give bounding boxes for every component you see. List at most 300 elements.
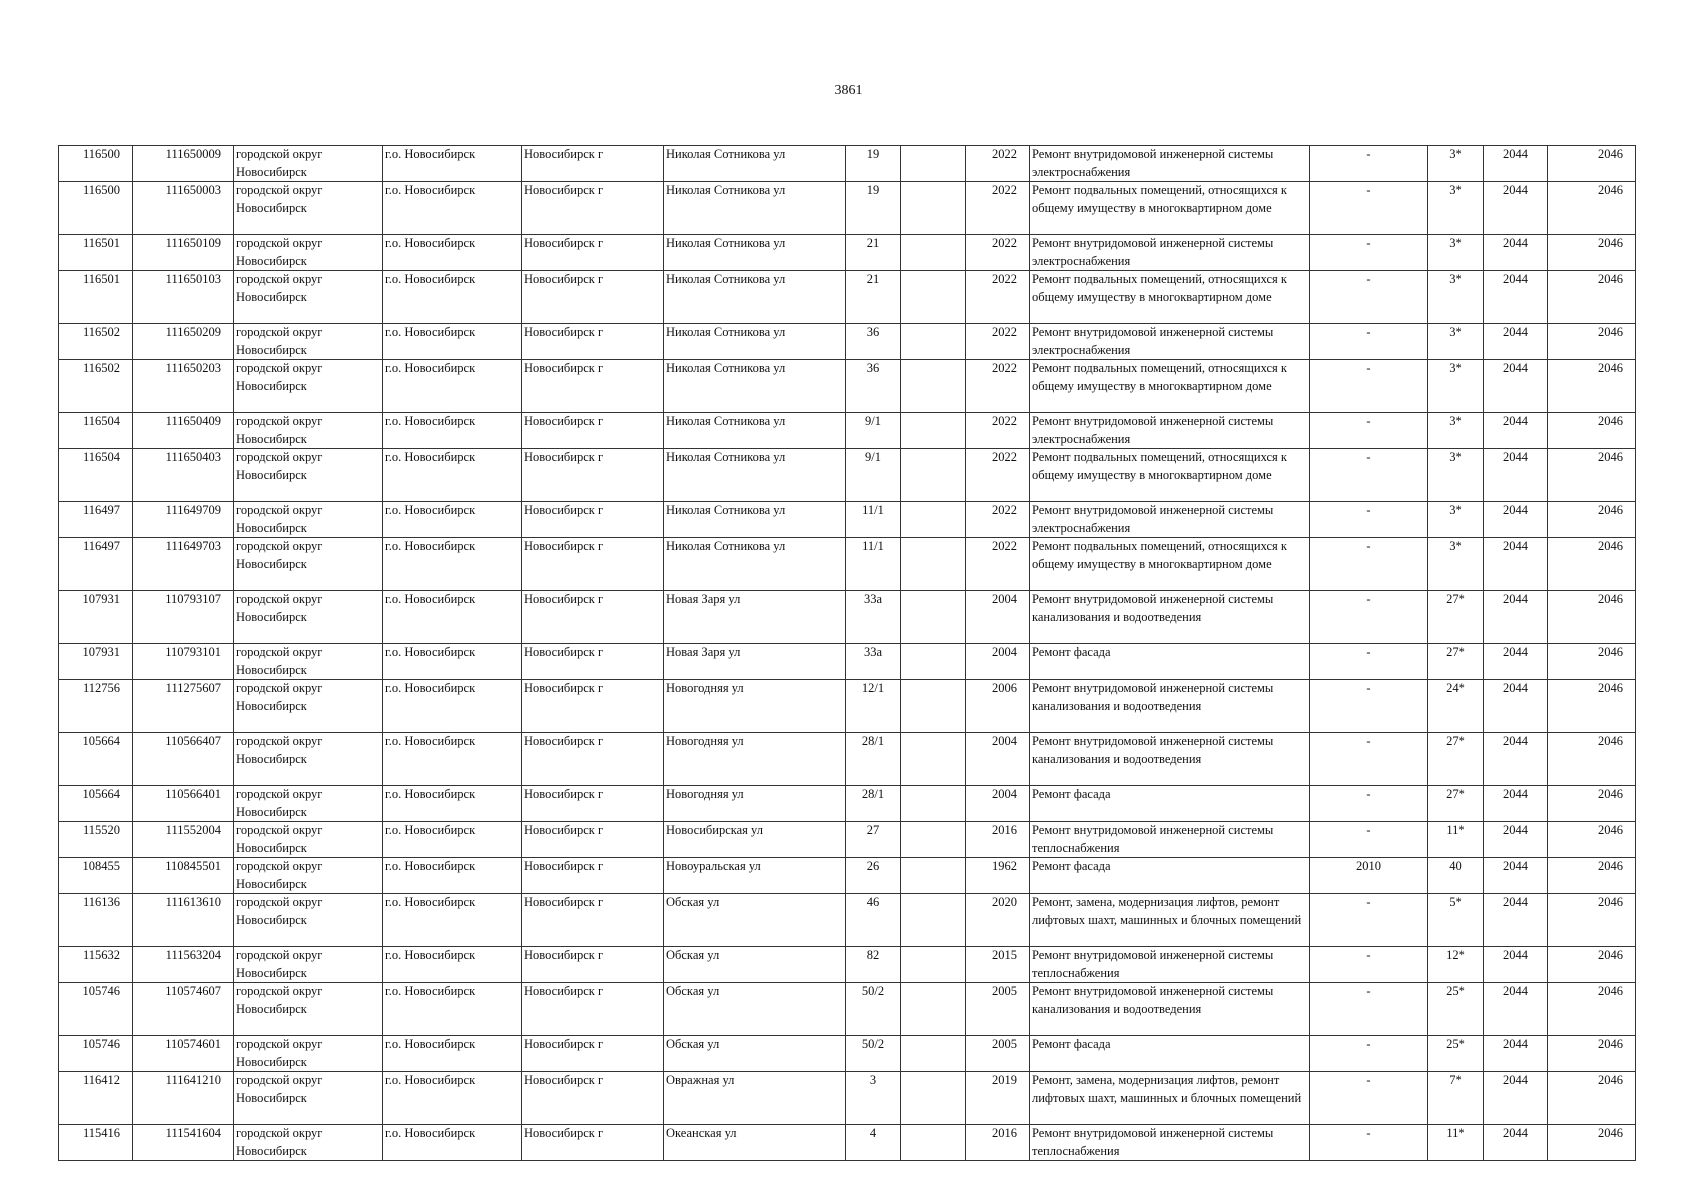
year-built-cell: 2016 bbox=[966, 822, 1030, 858]
settlement-cell: Новосибирск г bbox=[522, 449, 664, 502]
municipality-cell: городской округ Новосибирск bbox=[234, 894, 383, 947]
plan-start-cell: 2044 bbox=[1484, 644, 1548, 680]
municipality-cell: городской округ Новосибирск bbox=[234, 235, 383, 271]
municipality-cell: городской округ Новосибирск bbox=[234, 146, 383, 182]
house-id-cell: 107931 bbox=[59, 644, 133, 680]
work-id-cell: 111649709 bbox=[133, 502, 234, 538]
building-cell bbox=[901, 360, 966, 413]
street-cell: Новогодняя ул bbox=[664, 733, 846, 786]
wear-cell: 11* bbox=[1428, 1125, 1484, 1161]
municipality-cell: городской округ Новосибирск bbox=[234, 1072, 383, 1125]
wear-cell: 12* bbox=[1428, 947, 1484, 983]
plan-start-cell: 2044 bbox=[1484, 786, 1548, 822]
last-repair-year-cell: - bbox=[1310, 449, 1428, 502]
house-id-cell: 116497 bbox=[59, 538, 133, 591]
work-id-cell: 111650409 bbox=[133, 413, 234, 449]
district-cell: г.о. Новосибирск bbox=[383, 360, 522, 413]
settlement-cell: Новосибирск г bbox=[522, 235, 664, 271]
building-cell bbox=[901, 822, 966, 858]
plan-start-cell: 2044 bbox=[1484, 733, 1548, 786]
district-cell: г.о. Новосибирск bbox=[383, 146, 522, 182]
year-built-cell: 2019 bbox=[966, 1072, 1030, 1125]
work-id-cell: 111650009 bbox=[133, 146, 234, 182]
house-number-cell: 50/2 bbox=[846, 983, 901, 1036]
work-type-cell: Ремонт внутридомовой инженерной системы канализования и водоотведения bbox=[1030, 983, 1310, 1036]
year-built-cell: 2022 bbox=[966, 538, 1030, 591]
year-built-cell: 2004 bbox=[966, 644, 1030, 680]
year-built-cell: 2006 bbox=[966, 680, 1030, 733]
house-number-cell: 19 bbox=[846, 182, 901, 235]
house-number-cell: 33а bbox=[846, 644, 901, 680]
district-cell: г.о. Новосибирск bbox=[383, 1125, 522, 1161]
settlement-cell: Новосибирск г bbox=[522, 538, 664, 591]
street-cell: Николая Сотникова ул bbox=[664, 146, 846, 182]
plan-end-cell: 2046 bbox=[1548, 733, 1636, 786]
street-cell: Николая Сотникова ул bbox=[664, 235, 846, 271]
district-cell: г.о. Новосибирск bbox=[383, 502, 522, 538]
year-built-cell: 2022 bbox=[966, 413, 1030, 449]
house-id-cell: 105664 bbox=[59, 786, 133, 822]
work-type-cell: Ремонт внутридомовой инженерной системы теплоснабжения bbox=[1030, 1125, 1310, 1161]
district-cell: г.о. Новосибирск bbox=[383, 947, 522, 983]
year-built-cell: 2022 bbox=[966, 235, 1030, 271]
last-repair-year-cell: - bbox=[1310, 947, 1428, 983]
street-cell: Николая Сотникова ул bbox=[664, 413, 846, 449]
table-row bbox=[59, 733, 1636, 786]
house-id-cell: 116502 bbox=[59, 324, 133, 360]
plan-end-cell: 2046 bbox=[1548, 271, 1636, 324]
settlement-cell: Новосибирск г bbox=[522, 822, 664, 858]
street-cell: Океанская ул bbox=[664, 1125, 846, 1161]
settlement-cell: Новосибирск г bbox=[522, 1125, 664, 1161]
building-cell bbox=[901, 538, 966, 591]
municipality-cell: городской округ Новосибирск bbox=[234, 858, 383, 894]
table-row bbox=[59, 324, 1636, 360]
house-number-cell: 19 bbox=[846, 146, 901, 182]
building-cell bbox=[901, 324, 966, 360]
last-repair-year-cell: - bbox=[1310, 360, 1428, 413]
plan-end-cell: 2046 bbox=[1548, 858, 1636, 894]
year-built-cell: 1962 bbox=[966, 858, 1030, 894]
year-built-cell: 2022 bbox=[966, 502, 1030, 538]
table-row bbox=[59, 182, 1636, 235]
wear-cell: 3* bbox=[1428, 413, 1484, 449]
plan-start-cell: 2044 bbox=[1484, 146, 1548, 182]
wear-cell: 24* bbox=[1428, 680, 1484, 733]
house-id-cell: 115632 bbox=[59, 947, 133, 983]
house-number-cell: 9/1 bbox=[846, 449, 901, 502]
settlement-cell: Новосибирск г bbox=[522, 894, 664, 947]
house-number-cell: 27 bbox=[846, 822, 901, 858]
last-repair-year-cell: - bbox=[1310, 1125, 1428, 1161]
municipality-cell: городской округ Новосибирск bbox=[234, 733, 383, 786]
work-id-cell: 110574601 bbox=[133, 1036, 234, 1072]
plan-start-cell: 2044 bbox=[1484, 413, 1548, 449]
work-id-cell: 111650109 bbox=[133, 235, 234, 271]
work-type-cell: Ремонт внутридомовой инженерной системы канализования и водоотведения bbox=[1030, 733, 1310, 786]
wear-cell: 3* bbox=[1428, 502, 1484, 538]
work-id-cell: 111650003 bbox=[133, 182, 234, 235]
house-number-cell: 28/1 bbox=[846, 733, 901, 786]
plan-end-cell: 2046 bbox=[1548, 983, 1636, 1036]
plan-end-cell: 2046 bbox=[1548, 1072, 1636, 1125]
year-built-cell: 2016 bbox=[966, 1125, 1030, 1161]
house-id-cell: 105746 bbox=[59, 1036, 133, 1072]
year-built-cell: 2022 bbox=[966, 271, 1030, 324]
building-cell bbox=[901, 591, 966, 644]
plan-start-cell: 2044 bbox=[1484, 360, 1548, 413]
capital-repair-table bbox=[58, 145, 1636, 1161]
work-id-cell: 111650209 bbox=[133, 324, 234, 360]
plan-end-cell: 2046 bbox=[1548, 538, 1636, 591]
plan-start-cell: 2044 bbox=[1484, 1125, 1548, 1161]
building-cell bbox=[901, 680, 966, 733]
plan-end-cell: 2046 bbox=[1548, 786, 1636, 822]
wear-cell: 3* bbox=[1428, 146, 1484, 182]
plan-end-cell: 2046 bbox=[1548, 502, 1636, 538]
district-cell: г.о. Новосибирск bbox=[383, 324, 522, 360]
settlement-cell: Новосибирск г bbox=[522, 733, 664, 786]
work-type-cell: Ремонт внутридомовой инженерной системы электроснабжения bbox=[1030, 413, 1310, 449]
plan-start-cell: 2044 bbox=[1484, 324, 1548, 360]
last-repair-year-cell: - bbox=[1310, 786, 1428, 822]
work-id-cell: 110793107 bbox=[133, 591, 234, 644]
street-cell: Обская ул bbox=[664, 1036, 846, 1072]
last-repair-year-cell: - bbox=[1310, 894, 1428, 947]
settlement-cell: Новосибирск г bbox=[522, 591, 664, 644]
district-cell: г.о. Новосибирск bbox=[383, 591, 522, 644]
building-cell bbox=[901, 146, 966, 182]
table-row bbox=[59, 591, 1636, 644]
work-type-cell: Ремонт подвальных помещений, относящихся к общему имуществу в многоквартирном доме bbox=[1030, 271, 1310, 324]
table-row bbox=[59, 644, 1636, 680]
table-row bbox=[59, 413, 1636, 449]
wear-cell: 7* bbox=[1428, 1072, 1484, 1125]
table-row bbox=[59, 1072, 1636, 1125]
plan-end-cell: 2046 bbox=[1548, 413, 1636, 449]
last-repair-year-cell: - bbox=[1310, 271, 1428, 324]
municipality-cell: городской округ Новосибирск bbox=[234, 947, 383, 983]
last-repair-year-cell: - bbox=[1310, 502, 1428, 538]
street-cell: Николая Сотникова ул bbox=[664, 360, 846, 413]
table-row bbox=[59, 680, 1636, 733]
work-type-cell: Ремонт подвальных помещений, относящихся к общему имуществу в многоквартирном доме bbox=[1030, 538, 1310, 591]
district-cell: г.о. Новосибирск bbox=[383, 1036, 522, 1072]
wear-cell: 3* bbox=[1428, 360, 1484, 413]
building-cell bbox=[901, 644, 966, 680]
settlement-cell: Новосибирск г bbox=[522, 983, 664, 1036]
plan-end-cell: 2046 bbox=[1548, 449, 1636, 502]
house-id-cell: 116497 bbox=[59, 502, 133, 538]
house-number-cell: 26 bbox=[846, 858, 901, 894]
year-built-cell: 2022 bbox=[966, 146, 1030, 182]
building-cell bbox=[901, 449, 966, 502]
plan-start-cell: 2044 bbox=[1484, 983, 1548, 1036]
municipality-cell: городской округ Новосибирск bbox=[234, 413, 383, 449]
work-id-cell: 111641210 bbox=[133, 1072, 234, 1125]
house-number-cell: 12/1 bbox=[846, 680, 901, 733]
work-id-cell: 111650103 bbox=[133, 271, 234, 324]
work-type-cell: Ремонт внутридомовой инженерной системы электроснабжения bbox=[1030, 235, 1310, 271]
house-number-cell: 21 bbox=[846, 235, 901, 271]
house-number-cell: 9/1 bbox=[846, 413, 901, 449]
plan-end-cell: 2046 bbox=[1548, 1125, 1636, 1161]
street-cell: Николая Сотникова ул bbox=[664, 324, 846, 360]
plan-end-cell: 2046 bbox=[1548, 822, 1636, 858]
house-id-cell: 116504 bbox=[59, 449, 133, 502]
plan-start-cell: 2044 bbox=[1484, 591, 1548, 644]
municipality-cell: городской округ Новосибирск bbox=[234, 1125, 383, 1161]
last-repair-year-cell: - bbox=[1310, 1072, 1428, 1125]
work-type-cell: Ремонт внутридомовой инженерной системы канализования и водоотведения bbox=[1030, 680, 1310, 733]
plan-end-cell: 2046 bbox=[1548, 146, 1636, 182]
year-built-cell: 2022 bbox=[966, 449, 1030, 502]
work-type-cell: Ремонт фасада bbox=[1030, 786, 1310, 822]
last-repair-year-cell: - bbox=[1310, 983, 1428, 1036]
table-row bbox=[59, 786, 1636, 822]
work-id-cell: 111552004 bbox=[133, 822, 234, 858]
year-built-cell: 2004 bbox=[966, 786, 1030, 822]
building-cell bbox=[901, 1125, 966, 1161]
last-repair-year-cell: - bbox=[1310, 733, 1428, 786]
work-id-cell: 111650203 bbox=[133, 360, 234, 413]
street-cell: Новосибирская ул bbox=[664, 822, 846, 858]
year-built-cell: 2020 bbox=[966, 894, 1030, 947]
municipality-cell: городской округ Новосибирск bbox=[234, 360, 383, 413]
work-id-cell: 110793101 bbox=[133, 644, 234, 680]
plan-end-cell: 2046 bbox=[1548, 1036, 1636, 1072]
wear-cell: 3* bbox=[1428, 324, 1484, 360]
wear-cell: 27* bbox=[1428, 591, 1484, 644]
municipality-cell: городской округ Новосибирск bbox=[234, 822, 383, 858]
settlement-cell: Новосибирск г bbox=[522, 947, 664, 983]
plan-start-cell: 2044 bbox=[1484, 271, 1548, 324]
last-repair-year-cell: - bbox=[1310, 1036, 1428, 1072]
wear-cell: 3* bbox=[1428, 235, 1484, 271]
district-cell: г.о. Новосибирск bbox=[383, 858, 522, 894]
work-id-cell: 111541604 bbox=[133, 1125, 234, 1161]
street-cell: Новогодняя ул bbox=[664, 786, 846, 822]
last-repair-year-cell: 2010 bbox=[1310, 858, 1428, 894]
house-id-cell: 116412 bbox=[59, 1072, 133, 1125]
work-type-cell: Ремонт внутридомовой инженерной системы теплоснабжения bbox=[1030, 822, 1310, 858]
settlement-cell: Новосибирск г bbox=[522, 360, 664, 413]
street-cell: Обская ул bbox=[664, 983, 846, 1036]
wear-cell: 5* bbox=[1428, 894, 1484, 947]
wear-cell: 25* bbox=[1428, 1036, 1484, 1072]
settlement-cell: Новосибирск г bbox=[522, 1036, 664, 1072]
plan-start-cell: 2044 bbox=[1484, 449, 1548, 502]
street-cell: Николая Сотникова ул bbox=[664, 271, 846, 324]
plan-end-cell: 2046 bbox=[1548, 644, 1636, 680]
street-cell: Николая Сотникова ул bbox=[664, 502, 846, 538]
year-built-cell: 2022 bbox=[966, 360, 1030, 413]
work-type-cell: Ремонт фасада bbox=[1030, 644, 1310, 680]
district-cell: г.о. Новосибирск bbox=[383, 733, 522, 786]
district-cell: г.о. Новосибирск bbox=[383, 538, 522, 591]
district-cell: г.о. Новосибирск bbox=[383, 680, 522, 733]
building-cell bbox=[901, 786, 966, 822]
house-id-cell: 115416 bbox=[59, 1125, 133, 1161]
building-cell bbox=[901, 733, 966, 786]
settlement-cell: Новосибирск г bbox=[522, 680, 664, 733]
work-id-cell: 110574607 bbox=[133, 983, 234, 1036]
settlement-cell: Новосибирск г bbox=[522, 786, 664, 822]
building-cell bbox=[901, 413, 966, 449]
district-cell: г.о. Новосибирск bbox=[383, 271, 522, 324]
work-id-cell: 111650403 bbox=[133, 449, 234, 502]
last-repair-year-cell: - bbox=[1310, 538, 1428, 591]
wear-cell: 27* bbox=[1428, 644, 1484, 680]
table-row bbox=[59, 538, 1636, 591]
plan-end-cell: 2046 bbox=[1548, 235, 1636, 271]
table-row bbox=[59, 894, 1636, 947]
work-type-cell: Ремонт подвальных помещений, относящихся к общему имуществу в многоквартирном доме bbox=[1030, 449, 1310, 502]
work-id-cell: 110845501 bbox=[133, 858, 234, 894]
year-built-cell: 2015 bbox=[966, 947, 1030, 983]
house-number-cell: 33а bbox=[846, 591, 901, 644]
building-cell bbox=[901, 983, 966, 1036]
table-row bbox=[59, 858, 1636, 894]
building-cell bbox=[901, 235, 966, 271]
house-id-cell: 105746 bbox=[59, 983, 133, 1036]
plan-start-cell: 2044 bbox=[1484, 822, 1548, 858]
house-number-cell: 46 bbox=[846, 894, 901, 947]
work-type-cell: Ремонт внутридомовой инженерной системы канализования и водоотведения bbox=[1030, 591, 1310, 644]
house-number-cell: 36 bbox=[846, 324, 901, 360]
plan-end-cell: 2046 bbox=[1548, 182, 1636, 235]
house-id-cell: 112756 bbox=[59, 680, 133, 733]
wear-cell: 3* bbox=[1428, 449, 1484, 502]
work-id-cell: 111275607 bbox=[133, 680, 234, 733]
house-number-cell: 4 bbox=[846, 1125, 901, 1161]
page-number: 3861 bbox=[834, 83, 863, 98]
plan-end-cell: 2046 bbox=[1548, 360, 1636, 413]
municipality-cell: городской округ Новосибирск bbox=[234, 324, 383, 360]
work-type-cell: Ремонт фасада bbox=[1030, 858, 1310, 894]
municipality-cell: городской округ Новосибирск bbox=[234, 1036, 383, 1072]
wear-cell: 11* bbox=[1428, 822, 1484, 858]
house-number-cell: 50/2 bbox=[846, 1036, 901, 1072]
house-id-cell: 115520 bbox=[59, 822, 133, 858]
plan-start-cell: 2044 bbox=[1484, 502, 1548, 538]
work-id-cell: 110566407 bbox=[133, 733, 234, 786]
street-cell: Новая Заря ул bbox=[664, 644, 846, 680]
district-cell: г.о. Новосибирск bbox=[383, 822, 522, 858]
district-cell: г.о. Новосибирск bbox=[383, 894, 522, 947]
last-repair-year-cell: - bbox=[1310, 146, 1428, 182]
settlement-cell: Новосибирск г bbox=[522, 413, 664, 449]
work-id-cell: 110566401 bbox=[133, 786, 234, 822]
street-cell: Новоуральская ул bbox=[664, 858, 846, 894]
plan-start-cell: 2044 bbox=[1484, 858, 1548, 894]
settlement-cell: Новосибирск г bbox=[522, 146, 664, 182]
district-cell: г.о. Новосибирск bbox=[383, 644, 522, 680]
municipality-cell: городской округ Новосибирск bbox=[234, 983, 383, 1036]
last-repair-year-cell: - bbox=[1310, 182, 1428, 235]
work-type-cell: Ремонт фасада bbox=[1030, 1036, 1310, 1072]
municipality-cell: городской округ Новосибирск bbox=[234, 591, 383, 644]
plan-start-cell: 2044 bbox=[1484, 182, 1548, 235]
house-number-cell: 11/1 bbox=[846, 502, 901, 538]
municipality-cell: городской округ Новосибирск bbox=[234, 786, 383, 822]
house-number-cell: 36 bbox=[846, 360, 901, 413]
street-cell: Николая Сотникова ул bbox=[664, 449, 846, 502]
wear-cell: 3* bbox=[1428, 182, 1484, 235]
last-repair-year-cell: - bbox=[1310, 235, 1428, 271]
house-number-cell: 21 bbox=[846, 271, 901, 324]
district-cell: г.о. Новосибирск bbox=[383, 182, 522, 235]
building-cell bbox=[901, 947, 966, 983]
district-cell: г.о. Новосибирск bbox=[383, 413, 522, 449]
work-id-cell: 111563204 bbox=[133, 947, 234, 983]
plan-start-cell: 2044 bbox=[1484, 235, 1548, 271]
last-repair-year-cell: - bbox=[1310, 822, 1428, 858]
settlement-cell: Новосибирск г bbox=[522, 324, 664, 360]
building-cell bbox=[901, 1036, 966, 1072]
work-type-cell: Ремонт внутридомовой инженерной системы электроснабжения bbox=[1030, 502, 1310, 538]
settlement-cell: Новосибирск г bbox=[522, 644, 664, 680]
municipality-cell: городской округ Новосибирск bbox=[234, 644, 383, 680]
work-type-cell: Ремонт подвальных помещений, относящихся к общему имуществу в многоквартирном доме bbox=[1030, 182, 1310, 235]
table-row bbox=[59, 449, 1636, 502]
last-repair-year-cell: - bbox=[1310, 324, 1428, 360]
work-type-cell: Ремонт внутридомовой инженерной системы электроснабжения bbox=[1030, 146, 1310, 182]
wear-cell: 25* bbox=[1428, 983, 1484, 1036]
plan-start-cell: 2044 bbox=[1484, 947, 1548, 983]
last-repair-year-cell: - bbox=[1310, 413, 1428, 449]
plan-start-cell: 2044 bbox=[1484, 680, 1548, 733]
table-row bbox=[59, 360, 1636, 413]
last-repair-year-cell: - bbox=[1310, 644, 1428, 680]
settlement-cell: Новосибирск г bbox=[522, 858, 664, 894]
street-cell: Овражная ул bbox=[664, 1072, 846, 1125]
wear-cell: 3* bbox=[1428, 538, 1484, 591]
table-row bbox=[59, 502, 1636, 538]
last-repair-year-cell: - bbox=[1310, 591, 1428, 644]
settlement-cell: Новосибирск г bbox=[522, 1072, 664, 1125]
plan-start-cell: 2044 bbox=[1484, 1072, 1548, 1125]
plan-end-cell: 2046 bbox=[1548, 324, 1636, 360]
last-repair-year-cell: - bbox=[1310, 680, 1428, 733]
building-cell bbox=[901, 894, 966, 947]
street-cell: Обская ул bbox=[664, 894, 846, 947]
work-type-cell: Ремонт подвальных помещений, относящихся к общему имуществу в многоквартирном доме bbox=[1030, 360, 1310, 413]
plan-end-cell: 2046 bbox=[1548, 894, 1636, 947]
work-type-cell: Ремонт внутридомовой инженерной системы электроснабжения bbox=[1030, 324, 1310, 360]
wear-cell: 27* bbox=[1428, 733, 1484, 786]
district-cell: г.о. Новосибирск bbox=[383, 786, 522, 822]
plan-end-cell: 2046 bbox=[1548, 680, 1636, 733]
street-cell: Николая Сотникова ул bbox=[664, 182, 846, 235]
wear-cell: 3* bbox=[1428, 271, 1484, 324]
table-row bbox=[59, 146, 1636, 182]
year-built-cell: 2005 bbox=[966, 983, 1030, 1036]
work-id-cell: 111613610 bbox=[133, 894, 234, 947]
table-row bbox=[59, 1125, 1636, 1161]
work-type-cell: Ремонт, замена, модернизация лифтов, ремонт лифтовых шахт, машинных и блочных помещений bbox=[1030, 894, 1310, 947]
table-row bbox=[59, 822, 1636, 858]
district-cell: г.о. Новосибирск bbox=[383, 1072, 522, 1125]
work-type-cell: Ремонт внутридомовой инженерной системы теплоснабжения bbox=[1030, 947, 1310, 983]
building-cell bbox=[901, 182, 966, 235]
house-number-cell: 82 bbox=[846, 947, 901, 983]
plan-start-cell: 2044 bbox=[1484, 538, 1548, 591]
house-id-cell: 116502 bbox=[59, 360, 133, 413]
settlement-cell: Новосибирск г bbox=[522, 271, 664, 324]
table-row bbox=[59, 983, 1636, 1036]
settlement-cell: Новосибирск г bbox=[522, 182, 664, 235]
